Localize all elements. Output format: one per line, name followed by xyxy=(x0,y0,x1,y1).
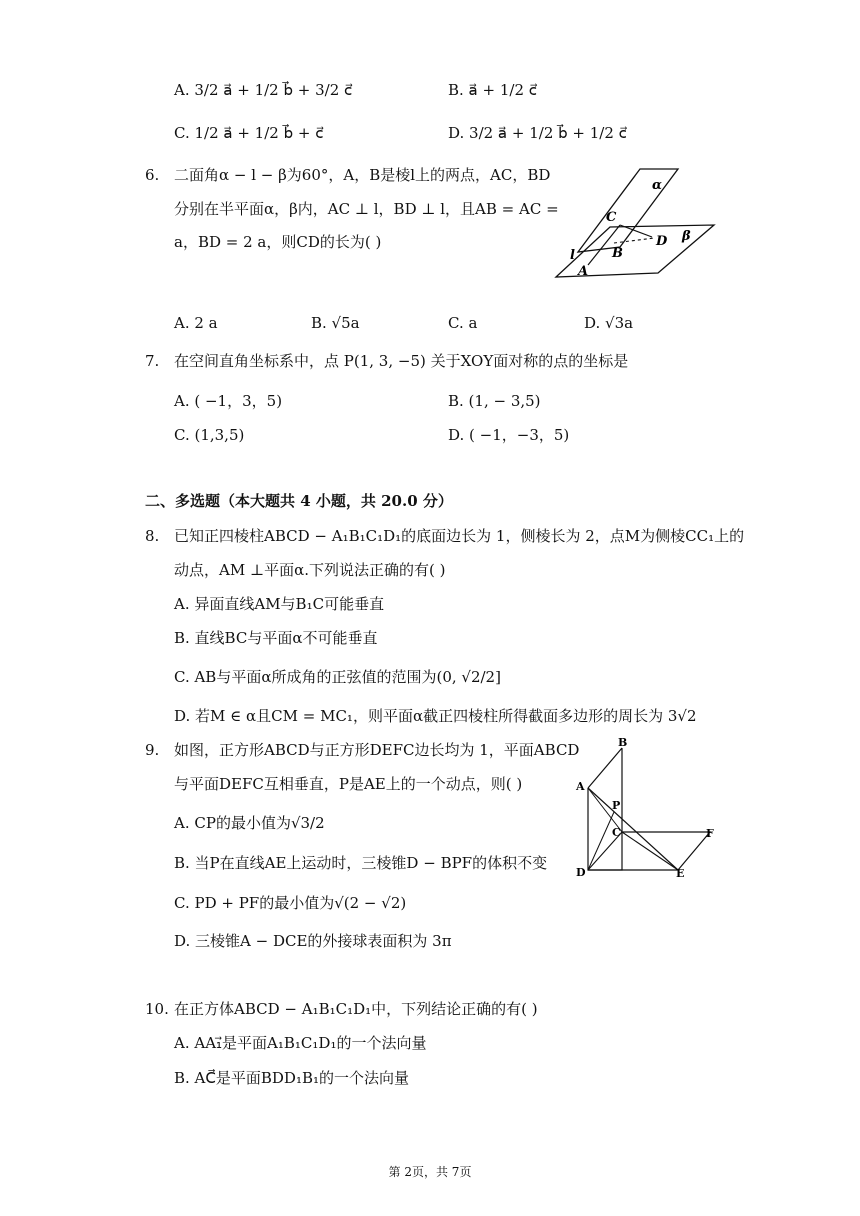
q9-stem-line1: 如图，正方形ABCD与正方形DEFC边长均为 1，平面ABCD xyxy=(174,741,580,759)
q7-option-d: D. ( −1，−3，5) xyxy=(448,426,570,444)
q8-stem-line1: 已知正四棱柱ABCD − A₁B₁C₁D₁的底面边长为 1，侧棱长为 2，点M为侧棱CC₁上的 xyxy=(174,527,745,545)
q7-number: 7. xyxy=(145,352,160,370)
q6-option-d: D. √3a xyxy=(584,314,634,332)
q8-option-c: C. AB与平面α所成角的正弦值的范围为(0, √2/2] xyxy=(174,668,501,686)
q9-stem-line2: 与平面DEFC互相垂直，P是AE上的一个动点，则( ) xyxy=(174,775,523,793)
q7-option-b: B. (1, − 3,5) xyxy=(448,392,541,410)
q6-stem-line1: 二面角α − l − β为60°，A，B是棱l上的两点，AC，BD xyxy=(174,166,551,184)
q5-option-c: C. 1/2 a⃗ + 1/2 b⃗ + c⃗ xyxy=(174,124,324,142)
q9-option-a: A. CP的最小值为√3/2 xyxy=(174,814,325,832)
page-footer: 第 2页，共 7页 xyxy=(388,1165,472,1179)
q6-option-a: A. 2 a xyxy=(174,314,218,332)
q10-number: 10. xyxy=(145,1000,169,1018)
q6-stem-line2: 分别在半平面α，β内，AC ⊥ l，BD ⊥ l，且AB = AC = xyxy=(174,200,559,218)
perpendicular-squares-figure xyxy=(572,738,722,880)
fig6-label-b: B xyxy=(612,246,623,261)
q9-number: 9. xyxy=(145,741,160,759)
q9-option-d: D. 三棱锥A − DCE的外接球表面积为 3π xyxy=(174,932,452,950)
fig9-label-f: F xyxy=(706,827,714,840)
q8-stem-line2: 动点，AM ⊥平面α.下列说法正确的有( ) xyxy=(174,561,446,579)
fig9-label-d: D xyxy=(576,866,586,879)
fig6-label-l: l xyxy=(570,248,575,263)
fig9-label-b: B xyxy=(618,738,628,749)
q6-option-b: B. √5a xyxy=(311,314,360,332)
q5-option-b: B. a⃗ + 1/2 c⃗ xyxy=(448,81,538,99)
q7-option-a: A. ( −1，3，5) xyxy=(174,392,283,410)
q10-option-a: A. AA₁⃗是平面A₁B₁C₁D₁的一个法向量 xyxy=(174,1034,427,1052)
fig6-label-c: C xyxy=(606,210,617,225)
section-heading: 二、多选题（本大题共 4 小题，共 20.0 分） xyxy=(145,492,453,510)
q8-option-b: B. 直线BC与平面α不可能垂直 xyxy=(174,629,378,647)
dihedral-angle-figure xyxy=(548,165,720,283)
q9-option-b: B. 当P在直线AE上运动时，三棱锥D − BPF的体积不变 xyxy=(174,854,548,872)
q6-option-c: C. a xyxy=(448,314,478,332)
fig9-label-p: P xyxy=(612,799,621,812)
fig9-label-c: C xyxy=(612,826,621,839)
q10-option-b: B. AC⃗是平面BDD₁B₁的一个法向量 xyxy=(174,1069,409,1087)
q6-number: 6. xyxy=(145,166,160,184)
q7-stem: 在空间直角坐标系中，点 P(1, 3, −5) 关于XOY面对称的点的坐标是 xyxy=(174,352,629,370)
q10-stem: 在正方体ABCD − A₁B₁C₁D₁中，下列结论正确的有( ) xyxy=(174,1000,538,1018)
fig6-label-a: A xyxy=(578,264,589,279)
q8-option-a: A. 异面直线AM与B₁C可能垂直 xyxy=(174,595,385,613)
q8-option-d: D. 若M ∈ α且CM = MC₁，则平面α截正四棱柱所得截面多边形的周长为 3√2 xyxy=(174,707,697,725)
q5-option-d: D. 3/2 a⃗ + 1/2 b⃗ + 1/2 c⃗ xyxy=(448,124,627,142)
q9-option-c: C. PD + PF的最小值为√(2 − √2) xyxy=(174,894,407,912)
fig6-label-d: D xyxy=(656,234,668,249)
q7-option-c: C. (1,3,5) xyxy=(174,426,245,444)
fig9-label-a: A xyxy=(576,780,585,793)
fig6-label-alpha: α xyxy=(652,178,663,193)
fig6-label-beta: β xyxy=(682,229,691,244)
q5-option-a: A. 3/2 a⃗ + 1/2 b⃗ + 3/2 c⃗ xyxy=(174,81,353,99)
q8-number: 8. xyxy=(145,527,160,545)
fig9-label-e: E xyxy=(676,867,685,880)
q6-stem-line3: a，BD = 2 a，则CD的长为( ) xyxy=(174,233,382,251)
